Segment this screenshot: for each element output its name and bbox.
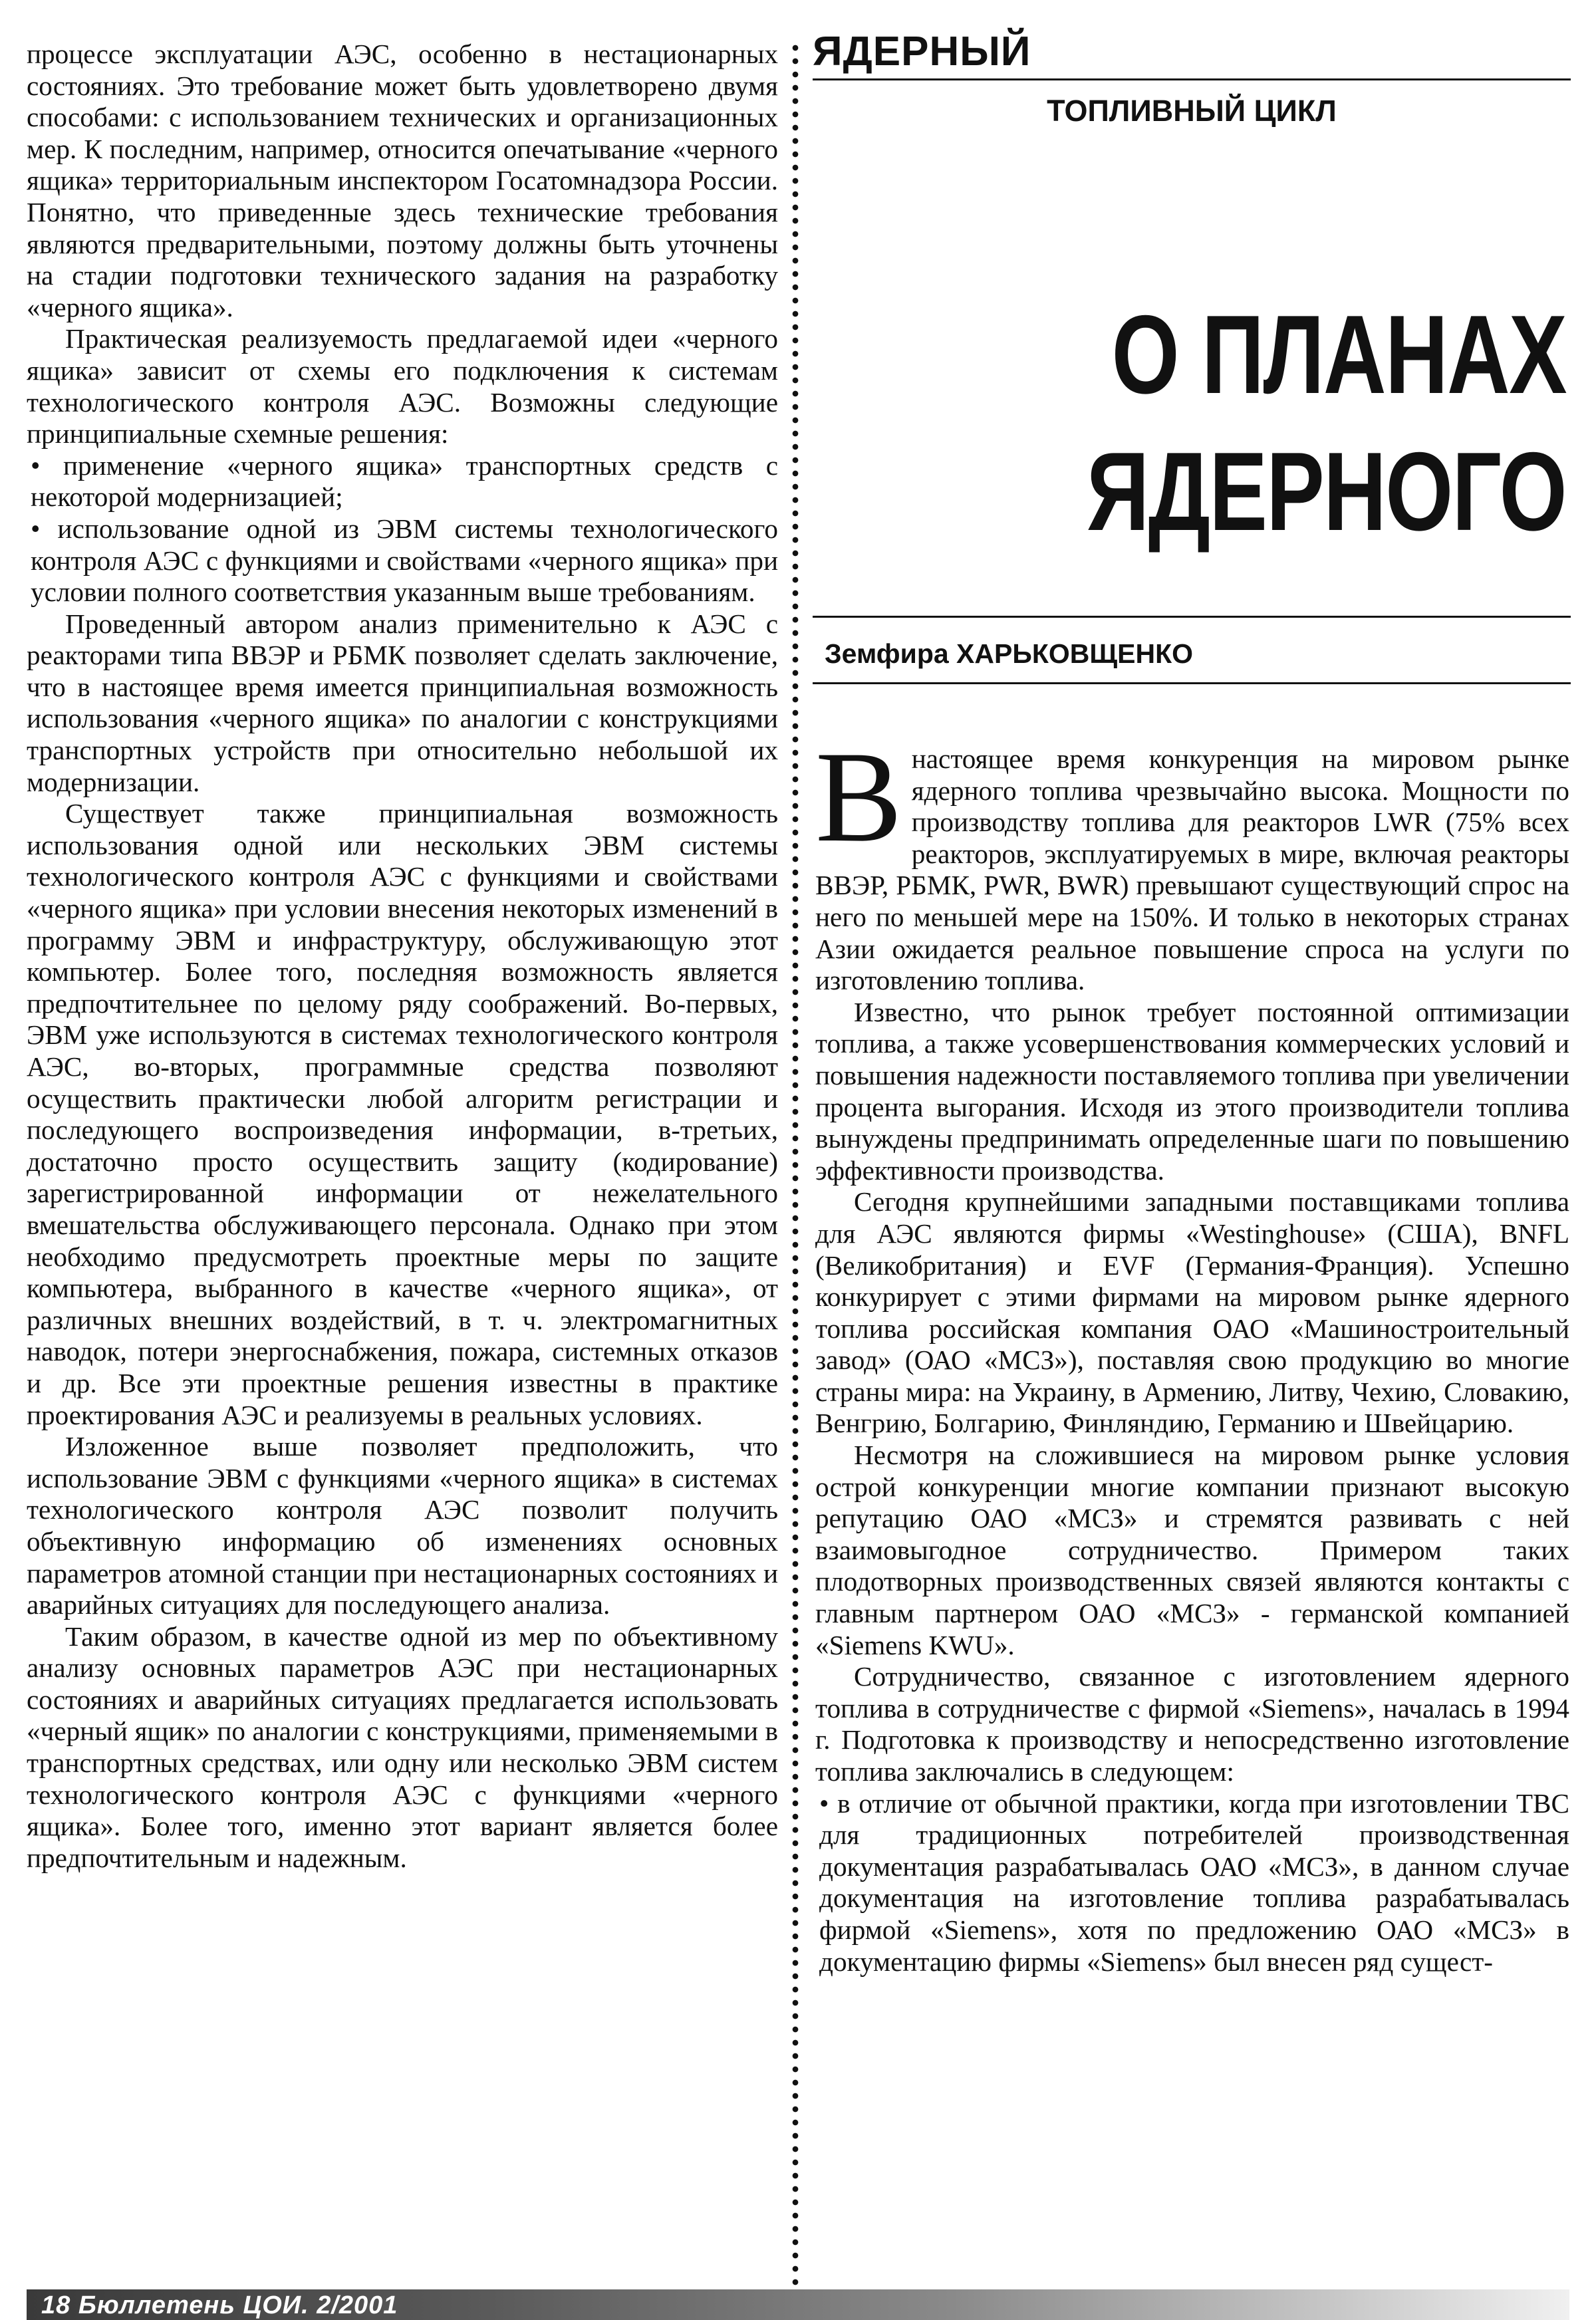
paragraph: Известно, что рынок требует постоянной оптимизации топлива, а также усовершенствования коммерческих условий и повышения надежности поставляемого топлива при увеличении процента выгорания. Исходя из этого производители топлива вынуждены предпринимать определенные шаги по повышению эффективности производства. [815,996,1569,1186]
paragraph: Практическая реализуемость предлагаемой идеи «черного ящика» зависит от схемы его подключения к системам технологического контроля АЭС. Возможны следующие принципиальные схемные решения: [27,323,778,450]
paragraph: Изложенное выше позволяет предположить, что использование ЭВМ с функциями «черного ящика» в системах технологического контроля АЭС позволит получить объективную информацию об изменениях основных параметров атомной станции при нестационарных состояниях и аварийных ситуациях для последующего анализа. [27,1431,778,1620]
headline-line-1: О ПЛАНАХ [1111,292,1566,417]
paragraph: Несмотря на сложившиеся на мировом рынке условия острой конкуренции многие компании признают высокую репутацию ОАО «МСЗ» и стремятся развивать с ней взаимовыгодное сотрудничество. Примером таких плодотворных производственных связей являются контакты с главным партнером ОАО «МСЗ» - германской компанией «Siemens KWU». [815,1440,1569,1660]
bullet-item: • в отличие от обычной практики, когда при изготовлении ТВС для традиционных потребителей производственная документация разрабатывалась ОАО «МСЗ», в данном случае документация на изготовление топлива разрабатывалась фирмой «Siemens», хотя по предложению ОАО «МСЗ» в документацию фирмы «Siemens» был внесен ряд сущест- [819,1787,1569,1977]
paragraph: Проведенный автором анализ применительно к АЭС с реакторами типа ВВЭР и РБМК позволяет сделать заключение, что в настоящее время имеется принципиальная возможность использования «черного ящика» по аналогии с конструкциями транспортных устройств при относительно небольшой их модернизации. [27,608,778,797]
author-byline: Земфира ХАРЬКОВЩЕНКО [825,638,1194,669]
right-article-column [815,725,1569,1978]
drop-cap: В [815,725,902,869]
lead-text: настоящее время конкуренция на мировом рынке ядерного топлива чрезвычайно высока. Мощности по производству топлива для реакторов LWR (75% всех реакторов, эксплуатируемых в мире, включая реакторы ВВЭР, РБМК, PWR, BWR) превышают существующий спрос на него по меньшей мере на 150%. И только в некоторых странах Азии ожидается реальное повышение спроса на услуги по изготовлению топлива. [815,743,1569,996]
column-divider-dots [789,41,802,2289]
headline-line-2: ЯДЕРНОГО [1087,429,1566,554]
paragraph: процессе эксплуатации АЭС, особенно в нестационарных состояниях. Это требование может быть удовлетворено двумя способами: с использованием технических и организационных мер. К последним, например, относится опечатывание «черного ящика» территориальным инспектором Госатомнадзора России. Понятно, что приведенные здесь технические требования являются предварительными, поэтому должны быть уточнены на стадии подготовки технического задания на разработку «черного ящика». [27,39,778,322]
page-footer: 18 Бюллетень ЦОИ. 2/2001 [41,2291,398,2319]
lead-paragraph [815,725,1569,997]
rubric-rule-top [813,78,1571,80]
paragraph: Сотрудничество, связанное с изготовлением ядерного топлива в сотрудничестве с фирмой «Siemens», началась в 1994 г. Подготовка к производству и непосредственно изготовление топлива заключались в следующем: [815,1661,1569,1787]
article-headline [1019,286,1566,560]
paragraph: Таким образом, в качестве одной из мер по объективному анализу основных параметров АЭС при нестационарных состояниях и аварийных ситуациях предлагается использовать «черный ящик» по аналогии с конструкциями, применяемыми в транспортных средствах, или одну или несколько ЭВМ систем технологического контроля АЭС с функциями «черного ящика». Более того, именно этот вариант является более предпочтительным и надежным. [27,1620,778,1873]
rubric-subtitle: ТОПЛИВНЫЙ ЦИКЛ [1047,94,1337,128]
left-article-column [27,39,778,1874]
author-rule-top [813,616,1571,618]
bullet-item: • применение «черного ящика» транспортных средств с некоторой модернизацией; [31,450,778,513]
bullet-item: • использование одной из ЭВМ системы технологического контроля АЭС с функциями и свойствами «черного ящика» при условии полного соответствия указанным выше требованиям. [31,513,778,608]
paragraph: Сегодня крупнейшими западными поставщиками топлива для АЭС являются фирмы «Westinghouse» (США), BNFL (Великобритания) и EVF (Германия-Франция). Успешно конкурирует с этими фирмами на мировом рынке ядерного топлива российская компания ОАО «Машиностроительный завод» (ОАО «МСЗ»), поставляя свою продукцию во многие страны мира: на Украину, в Армению, Литву, Чехию, Словакию, Венгрию, Болгарию, Финляндию, Германию и Швейцарию. [815,1186,1569,1439]
rubric-title: ЯДЕРНЫЙ [813,29,1031,74]
paragraph: Существует также принципиальная возможность использования одной или нескольких ЭВМ системы технологического контроля АЭС с функциями и свойствами «черного ящика» при условии внесения некоторых изменений в программу ЭВМ и инфраструктуру, обслуживающую этот компьютер. Более того, последняя возможность является предпочтительнее по целому ряду соображений. Во-первых, ЭВМ уже используются в системах технологического контроля АЭС, во-вторых, программные средства позволяют осуществить практически любой алгоритм регистрации и последующего воспроизведения информации, в-третьих, достаточно просто осуществить защиту (кодирование) зарегистрированной информации от нежелательного вмешательства обслуживающего персонала. Однако при этом необходимо предусмотреть проектные меры по защите компьютера, выбранного в качестве «черного ящика», от различных внешних воздействий, в т. ч. электромагнитных наводок, потери энергоснабжения, пожара, системных отказов и др. Все эти проектные решения известны в практике проектирования АЭС и реализуемы в реальных условиях. [27,798,778,1430]
author-rule-bottom [813,682,1571,684]
